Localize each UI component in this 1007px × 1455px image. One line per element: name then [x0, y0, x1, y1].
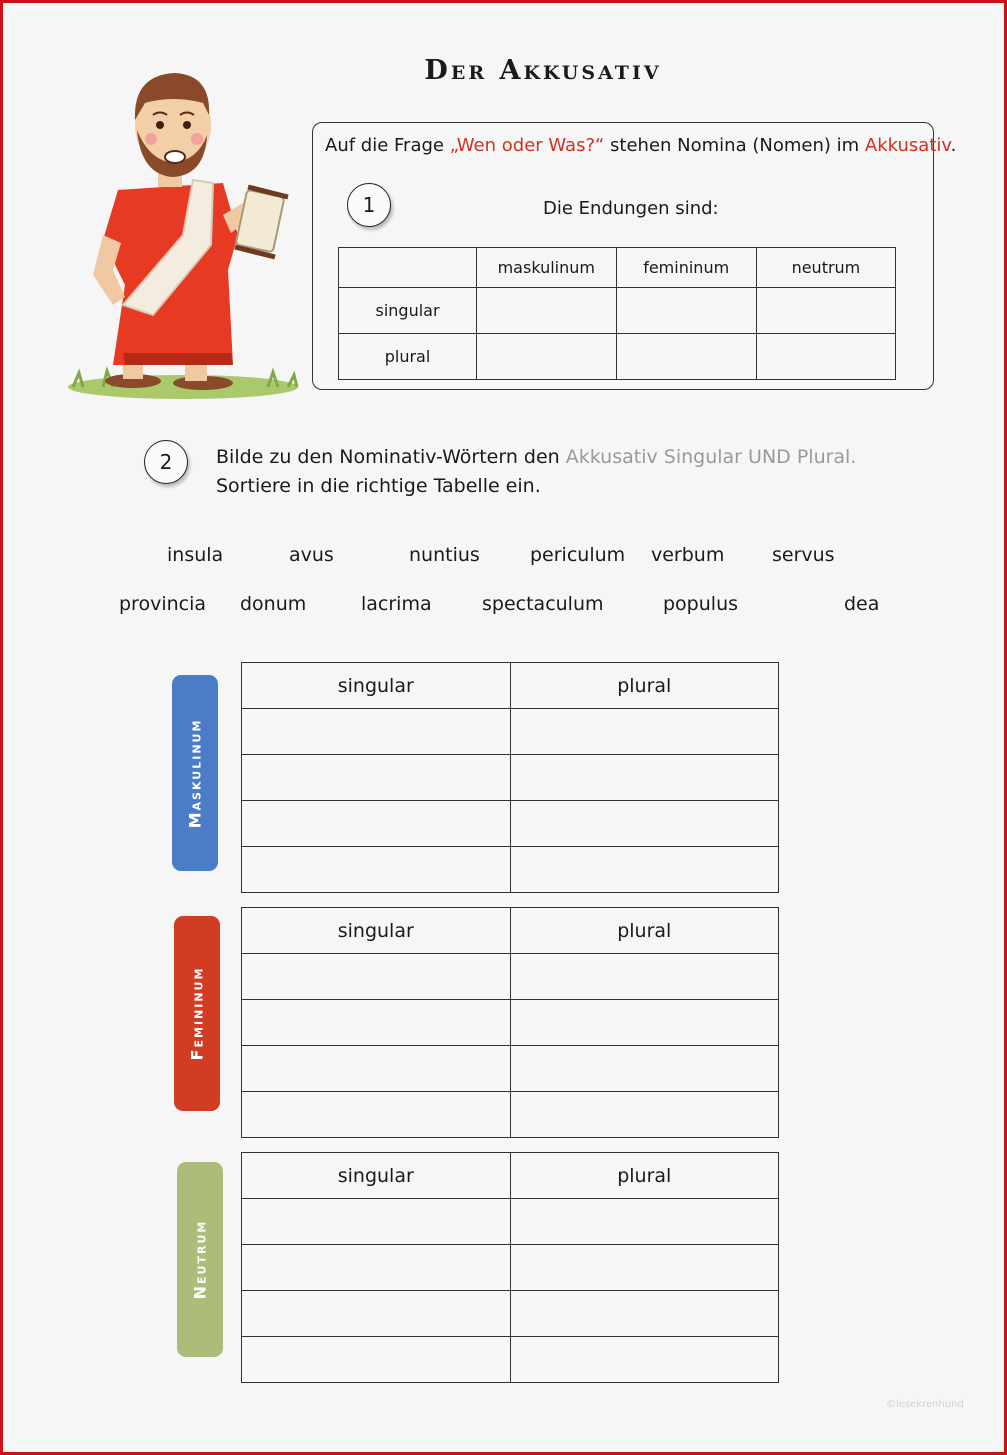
- answer-cell[interactable]: [510, 1092, 778, 1138]
- endings-cell[interactable]: [616, 288, 756, 334]
- endings-header-empty: [339, 248, 477, 288]
- table-row: [242, 954, 779, 1000]
- table-row: [242, 1337, 779, 1383]
- answer-cell[interactable]: [510, 709, 778, 755]
- table-row: [242, 755, 779, 801]
- roman-figure-illustration: [63, 65, 308, 405]
- answer-cell[interactable]: [510, 755, 778, 801]
- endings-row-singular: [339, 288, 896, 334]
- task-2-line-2: Sortiere in die richtige Tabelle ein.: [216, 475, 541, 497]
- word-item: insula: [167, 544, 224, 566]
- endings-cell[interactable]: [756, 288, 895, 334]
- answer-cell[interactable]: [242, 1337, 511, 1383]
- answer-cell[interactable]: [510, 1046, 778, 1092]
- label-maskulinum-text: Maskulinum: [185, 718, 205, 828]
- answer-cell[interactable]: [242, 1199, 511, 1245]
- table-row: [242, 801, 779, 847]
- answer-cell[interactable]: [242, 709, 511, 755]
- answer-cell[interactable]: [242, 954, 511, 1000]
- intro-text-3: .: [950, 135, 957, 156]
- word-item: verbum: [651, 544, 725, 566]
- endings-table: [338, 247, 896, 380]
- table-row: [242, 1092, 779, 1138]
- answer-cell[interactable]: [510, 1337, 778, 1383]
- table-row: [242, 1199, 779, 1245]
- table-row: [242, 1245, 779, 1291]
- intro-text-2: stehen Nomina (Nomen) im: [604, 135, 865, 156]
- answer-cell[interactable]: [242, 1245, 511, 1291]
- answer-cell[interactable]: [510, 847, 778, 893]
- word-item: dea: [844, 593, 880, 615]
- answer-cell[interactable]: [242, 801, 511, 847]
- table-row: [242, 847, 779, 893]
- table-row: [242, 1046, 779, 1092]
- answer-cell[interactable]: [242, 847, 511, 893]
- column-plural: plural: [510, 908, 778, 954]
- task-2-line-1: [216, 443, 856, 472]
- task-2-instructions: [216, 443, 856, 501]
- task-2-highlight: Akkusativ Singular UND Plural.: [565, 446, 857, 468]
- table-row: [242, 1291, 779, 1337]
- task-2-number: 2: [144, 440, 188, 484]
- intro-question: „Wen oder Was?“: [449, 135, 605, 156]
- answer-cell[interactable]: [242, 1000, 511, 1046]
- endings-header-femininum: femininum: [616, 248, 756, 288]
- column-singular: singular: [242, 908, 511, 954]
- endings-cell[interactable]: [477, 288, 616, 334]
- answer-cell[interactable]: [242, 755, 511, 801]
- endings-cell[interactable]: [756, 334, 895, 380]
- answer-cell[interactable]: [242, 1291, 511, 1337]
- word-item: spectaculum: [482, 593, 604, 615]
- column-plural: plural: [510, 663, 778, 709]
- word-item: nuntius: [409, 544, 480, 566]
- table-header-row: [242, 1153, 779, 1199]
- word-item: lacrima: [361, 593, 432, 615]
- label-femininum-text: Femininum: [187, 966, 207, 1061]
- table-row: [242, 1000, 779, 1046]
- endings-row-label: plural: [339, 334, 477, 380]
- task-2-text: Bilde zu den Nominativ-Wörtern den: [216, 446, 566, 468]
- answer-cell[interactable]: [242, 1046, 511, 1092]
- answer-cell[interactable]: [510, 1245, 778, 1291]
- word-item: servus: [772, 544, 835, 566]
- page-title: Der Akkusativ: [424, 55, 662, 86]
- endings-cell[interactable]: [477, 334, 616, 380]
- table-maskulinum: [241, 662, 779, 893]
- endings-header-neutrum: neutrum: [756, 248, 895, 288]
- label-neutrum-text: Neutrum: [190, 1219, 210, 1300]
- info-box: [312, 122, 957, 390]
- word-item: provincia: [119, 593, 207, 615]
- endings-row-plural: [339, 334, 896, 380]
- word-item: donum: [240, 593, 307, 615]
- word-item: populus: [663, 593, 739, 615]
- answer-cell[interactable]: [510, 954, 778, 1000]
- word-item: avus: [289, 544, 334, 566]
- answer-cell[interactable]: [510, 1199, 778, 1245]
- endings-header-row: [339, 248, 896, 288]
- endings-row-label: singular: [339, 288, 477, 334]
- intro-case: Akkusativ: [864, 135, 951, 156]
- table-row: [242, 709, 779, 755]
- task-1-number: 1: [347, 183, 391, 227]
- table-header-row: [242, 908, 779, 954]
- answer-cell[interactable]: [510, 801, 778, 847]
- table-neutrum: [241, 1152, 779, 1383]
- answer-cell[interactable]: [510, 1291, 778, 1337]
- column-plural: plural: [510, 1153, 778, 1199]
- word-item: periculum: [530, 544, 626, 566]
- watermark: ©lesekrenhund: [886, 1399, 964, 1410]
- answer-cell[interactable]: [510, 1000, 778, 1046]
- column-singular: singular: [242, 1153, 511, 1199]
- table-femininum: [241, 907, 779, 1138]
- intro-sentence: [325, 135, 956, 156]
- label-neutrum: [177, 1162, 223, 1357]
- table-header-row: [242, 663, 779, 709]
- label-femininum: [174, 916, 220, 1111]
- intro-text-1: Auf die Frage: [325, 135, 450, 156]
- column-singular: singular: [242, 663, 511, 709]
- label-maskulinum: [172, 675, 218, 871]
- endings-header-maskulinum: maskulinum: [477, 248, 616, 288]
- answer-cell[interactable]: [242, 1092, 511, 1138]
- endings-heading: Die Endungen sind:: [543, 198, 719, 219]
- endings-cell[interactable]: [616, 334, 756, 380]
